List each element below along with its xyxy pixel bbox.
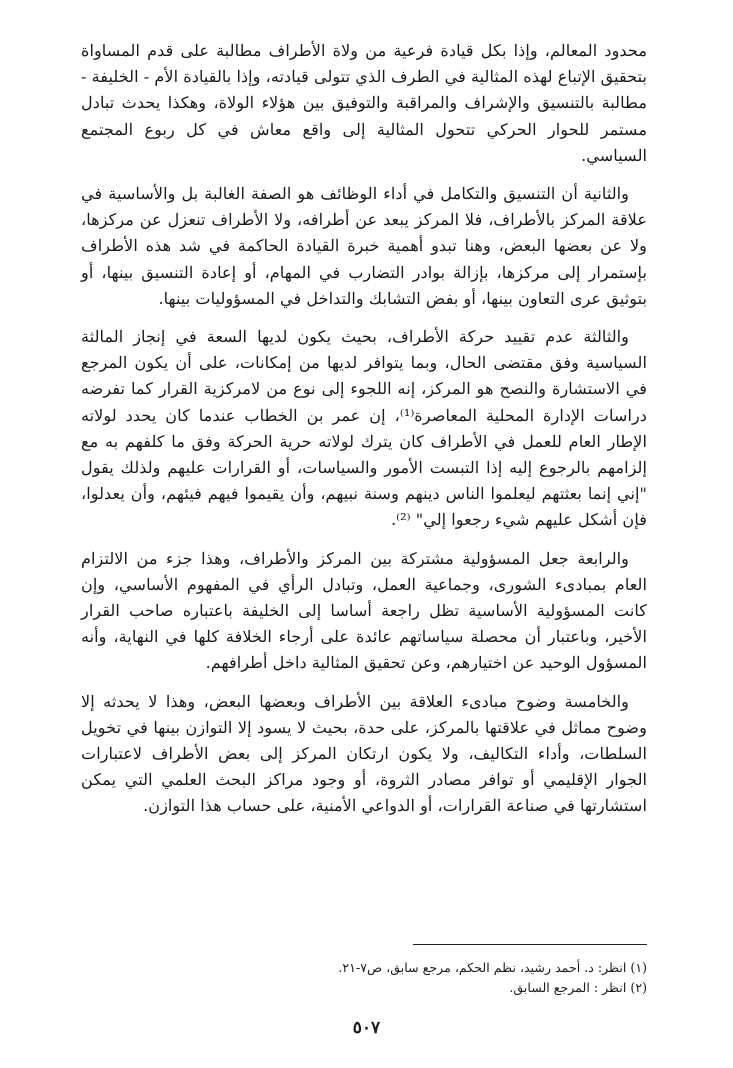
footnote-divider xyxy=(413,944,647,945)
footnote-1: (١) انظر: د. أحمد رشيد، نظم الحكم، مرجع سابق، ص٧-٢١. xyxy=(338,960,647,975)
paragraph-4: والرابعة جعل المسؤولية مشتركة بين المركز والأطراف، وهذا جزء من الالتزام العام بمبادىء الشورى، وجماعية العمل، وتبادل الرأي في المفهوم الأساسي، وإن كانت المسؤولية الأساسية تظل راجعة أساسا إلى الخليفة باعتباره صاحب القرار الأخير، وباعتبار أن محصلة سياساتهم عائدة على أرجاء الخلافة كلها في النهاية، وأنه المسؤول الوحيد عن اختيارهم، وعن تحقيق المثالية داخل أطرافهم. xyxy=(81,548,647,673)
footnote-2: (٢) انظر : المرجع السابق. xyxy=(509,980,647,995)
paragraph-5: والخامسة وضوح مبادىء العلاقة بين الأطراف وبعضها البعض، وهذا لا يحدثه إلا وضوح مماثل في علاقتها بالمركز، على حدة، بحيث لا يسود إلا التوازن بينها في تخويل السلطات، وأداء التكاليف، ولا يكون ارتكان المركز إلى بعض الأطراف لاعتبارات الجوار الإقليمي أو توافر مصادر الثروة، أو وجود مراكز البحث العلمي التي يمكن استشارتها في صناعة القرارات، أو الدواعي الأمنية، على حساب هذا التوازن. xyxy=(81,691,647,816)
paragraph-2: والثانية أن التنسيق والتكامل في أداء الوظائف هو الصفة الغالبة بل والأساسية في علاقة المركز بالأطراف، فلا المركز يبعد عن أطرافه، ولا الأطراف تنعزل عن مركزها، ولا عن بعضها البعض، وهنا تبدو أهمية خبرة القيادة الحاكمة في شد هذه الأطراف بإستمرار إلى مركزها، بإزالة بوادر التضارب في المهام، أو إعادة التنسيق بينها، أو بتوثيق عرى التعاون بينها، أو بفض التشابك والتداخل في المسؤوليات بينها. xyxy=(81,184,647,308)
paragraph-1: محدود المعالم، وإذا بكل قيادة فرعية من ولاة الأطراف مطالبة على قدم المساواة بتحقيق الإتباع لهذه المثالية في الطرف الذي تتولى قيادته، وإذا بالقيادة الأم - الخليفة - مطالبة بالتنسيق والإشراف والمراقبة والتوفيق بين هؤلاء الولاة، وهكذا يحدث تبادل مستمر للحوار الحركي تتحول المثالية إلى واقع معاش في كل ربوع المجتمع السياسي. xyxy=(81,41,647,165)
body-text xyxy=(81,38,647,820)
footnotes xyxy=(81,958,647,998)
page-number: ٥٠٧ xyxy=(352,1018,381,1038)
paragraph-3: والثالثة عدم تقييد حركة الأطراف، بحيث يكون لديها السعة في إنجاز المالثة السياسية وفق مقتضى الحال، وبما يتوافر لديها من إمكانات، على أن يكون المرجع في الاستشارة والنصح هو المركز، إنه اللجوء إلى نوع من لامركزية القرار كما تفرضه دراسات الإدارة المحلية المعاصرة⁽¹⁾، إن عمر بن الخطاب عندما كان يحدد لولاته الإطار العام للعمل في الأطراف كان يترك لولاته حرية الحركة وفق ما كلفهم به مع إلزامهم بالرجوع إليه إذا التبست الأمور والسياسات، أو القرارات عليهم ولذلك يقول "إني إنما بعثتهم ليعلموا الناس دينهم وسنة نبيهم، وأن يقيموا فيهم فيئهم، وأن يعدلوا، فإن أشكل عليهم شيء رجعوا إلي" ⁽²⁾. xyxy=(81,327,647,530)
